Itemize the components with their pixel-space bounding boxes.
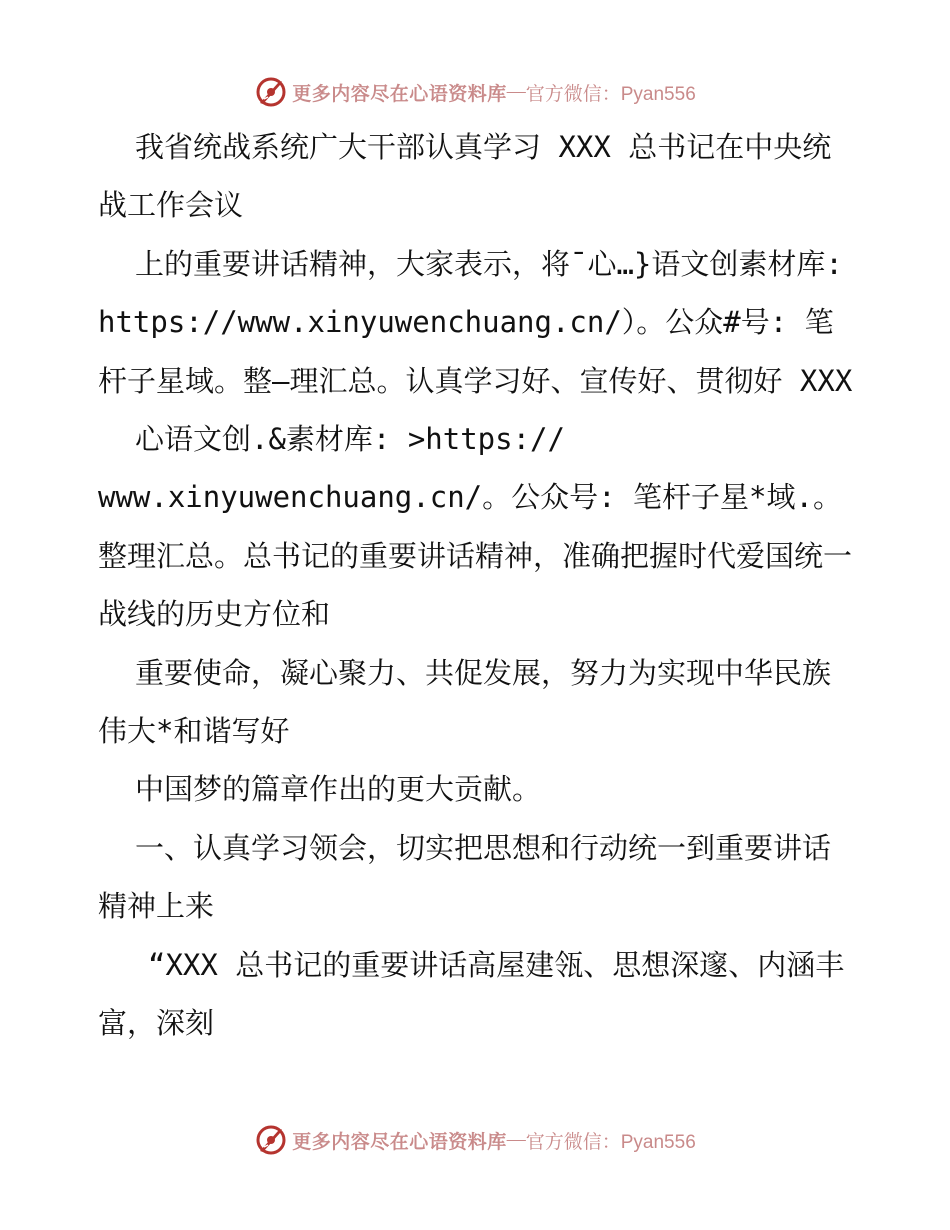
paragraph-7: “XXX 总书记的重要讲话高屋建瓴、思想深邃、内涵丰富，深刻 [98, 947, 845, 1041]
header-banner-dash: — [506, 81, 526, 102]
paragraph-2: 上的重要讲话精神，大家表示，将¯心…}语文创素材库: https://www.xinyuwenchuang.cn/）。公众#号: 笔杆子星域。整—理汇总。认真学习好、宣传好、贯彻好 XXX [98, 246, 853, 398]
header-banner-wechat: 官方微信：Pyan556 [525, 83, 696, 105]
footer-banner-wechat: 官方微信：Pyan556 [525, 1131, 696, 1153]
header-banner-text: 更多内容尽在心语资料库 [292, 82, 507, 105]
footer-banner [0, 1120, 950, 1160]
paragraph-5: 重要使命，凝心聚力、共促发展，努力为实现中华民族伟大*和谐写好 [98, 655, 832, 749]
paragraph-3: 心语文创.&素材库: >https:// [135, 422, 565, 457]
footer-banner-dash: — [506, 1129, 526, 1150]
paragraph-4: www.xinyuwenchuang.cn/。公众号: 笔杆子星*域.。整理汇总。总书记的重要讲话精神，准确把握时代爱国统一战线的历史方位和 [98, 480, 853, 632]
paragraph-1: 我省统战系统广大干部认真学习 XXX 总书记在中央统战工作会议 [98, 130, 832, 223]
quill-pen-logo-icon [254, 75, 288, 109]
section-heading-1: 一、认真学习领会，切实把思想和行动统一到重要讲话精神上来 [98, 830, 832, 924]
header-banner [0, 72, 950, 112]
document-body [98, 118, 858, 1053]
paragraph-6: 中国梦的篇章作出的更大贡献。 [135, 772, 542, 807]
quill-pen-logo-icon [254, 1123, 288, 1157]
footer-banner-text: 更多内容尽在心语资料库 [292, 1130, 507, 1153]
